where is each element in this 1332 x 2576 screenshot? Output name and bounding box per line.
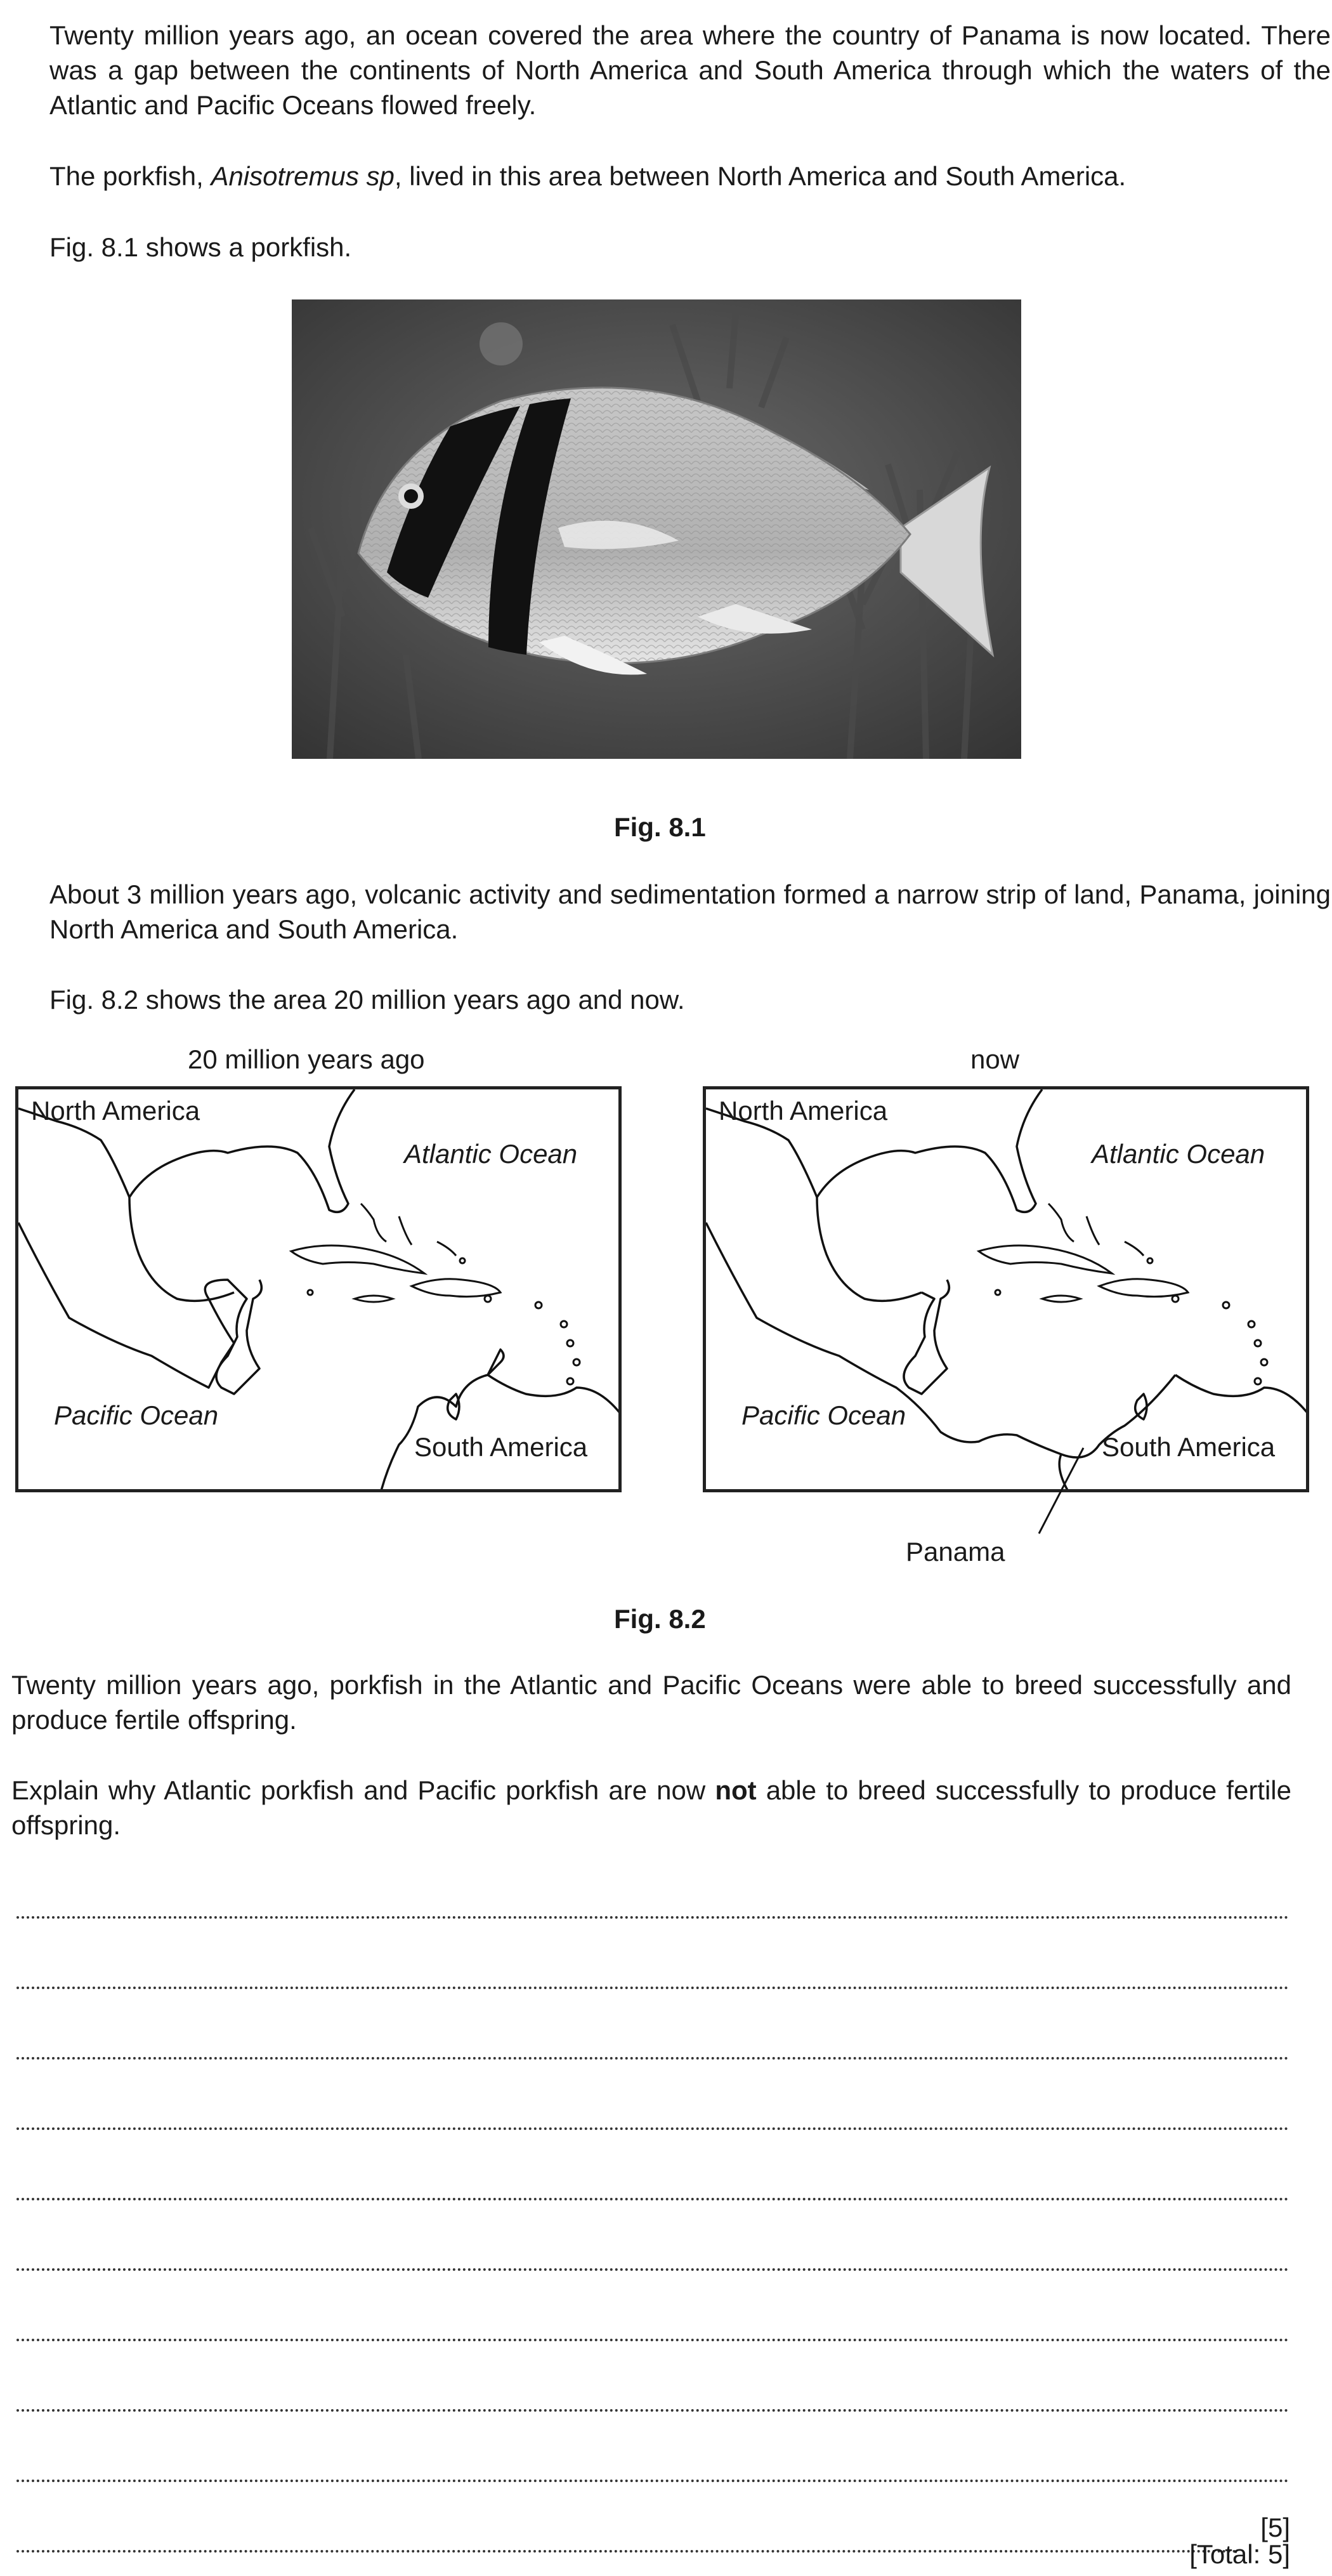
map-past-south-america-label: South America [414, 1432, 588, 1462]
map-past [15, 1086, 622, 1492]
answer-line[interactable] [16, 1916, 1289, 1919]
map-now-pacific-label: Pacific Ocean [741, 1400, 906, 1430]
map-now-atlantic-label: Atlantic Ocean [1092, 1139, 1265, 1169]
fig-8-1-caption: Fig. 8.1 [614, 812, 706, 842]
map-title-past: 20 million years ago [188, 1044, 425, 1074]
middle-paragraph-1: About 3 million years ago, volcanic activity and sedimentation formed a narrow strip of land, Panama, joining North America and South America. [49, 879, 1331, 944]
answer-line[interactable] [16, 2057, 1289, 2060]
map-past-north-america-label: North America [31, 1096, 200, 1126]
intro-paragraph-2-start: The porkfish, [49, 161, 211, 191]
answer-line[interactable] [16, 2339, 1289, 2341]
intro-paragraph-2-end: , lived in this area between North America and South America. [394, 161, 1126, 191]
middle-paragraph-2: Fig. 8.2 shows the area 20 million years ago and now. [49, 985, 685, 1015]
question-prompt-emphasis: not [715, 1775, 757, 1805]
answer-line[interactable] [16, 1987, 1289, 1989]
panama-label: Panama [906, 1537, 1005, 1567]
fig-8-2-caption: Fig. 8.2 [614, 1604, 706, 1634]
porkfish-photo [292, 299, 1021, 759]
map-now-south-america-label: South America [1102, 1432, 1276, 1462]
panama-callout-line [703, 1086, 1309, 1556]
map-title-now: now [970, 1044, 1020, 1074]
map-now-north-america-label: North America [719, 1096, 888, 1126]
answer-line[interactable] [16, 2127, 1289, 2130]
marks-label: [5] [1260, 2513, 1290, 2542]
question-prompt-end: able to breed successfully to produce fertile offspring. [11, 1775, 1291, 1840]
question-prompt-start: Explain why Atlantic porkfish and Pacific porkfish are now [11, 1775, 715, 1805]
answer-line[interactable] [16, 2268, 1289, 2271]
question-paragraph-1: Twenty million years ago, porkfish in the Atlantic and Pacific Oceans were able to breed successfully and produce fertile offspring. [11, 1670, 1291, 1735]
species-name: Anisotremus sp [211, 161, 395, 191]
total-marks: [Total: 5] [1189, 2539, 1290, 2569]
porkfish-illustration [292, 299, 1021, 759]
answer-line[interactable] [16, 2480, 1289, 2482]
map-past-atlantic-label: Atlantic Ocean [404, 1139, 578, 1169]
intro-paragraph-2 [49, 159, 1331, 194]
answer-line[interactable] [16, 2550, 1237, 2553]
question-prompt [11, 1773, 1291, 1843]
intro-paragraph-1: Twenty million years ago, an ocean covered the area where the country of Panama is now located. There was a gap between the continents of North America and South America through which the waters of the Atlantic and Pacific Oceans flowed freely. [49, 20, 1331, 120]
answer-line[interactable] [16, 2198, 1289, 2200]
map-past-pacific-label: Pacific Ocean [54, 1400, 219, 1430]
answer-line[interactable] [16, 2409, 1289, 2412]
intro-paragraph-3: Fig. 8.1 shows a porkfish. [49, 232, 352, 262]
